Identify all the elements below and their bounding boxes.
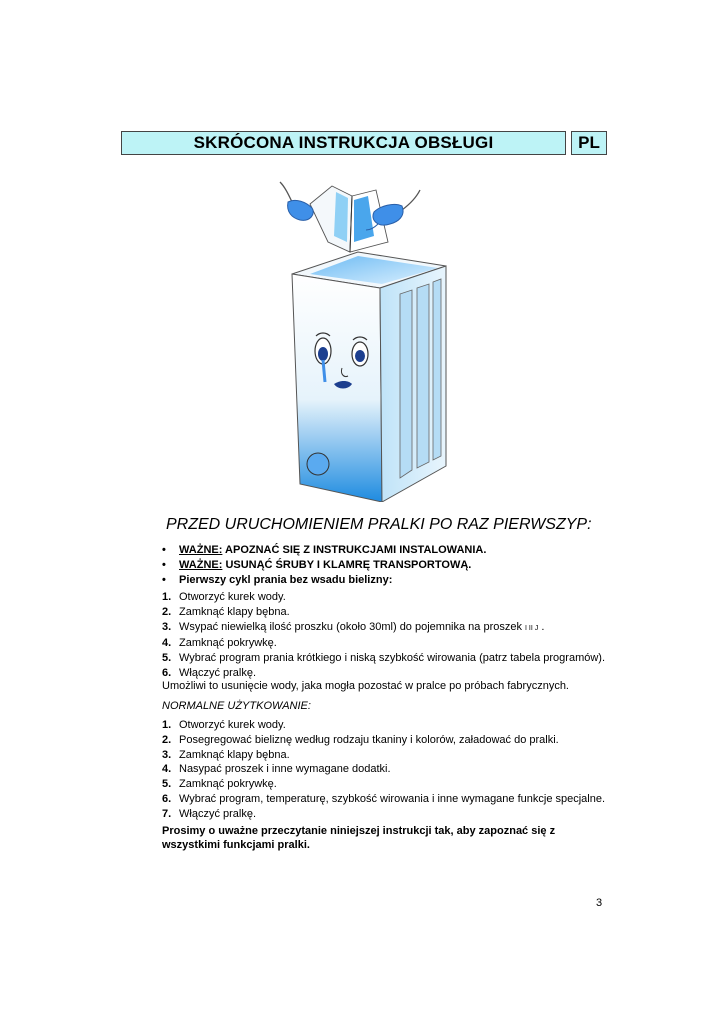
bullet-text: USUNĄĆ ŚRUBY I KLAMRĘ TRANSPORTOWĄ. [222,558,472,571]
step-number: 6. [162,666,172,679]
step-number: 4. [162,763,172,776]
step-item [162,777,605,792]
step-text: Wsypać niewielką ilość proszku (około 30ml) do pojemnika na proszek [179,620,522,633]
step-number: 2. [162,733,172,746]
step-text: Wybrać program, temperaturę, szybkość wirowania i inne wymagane funkcje specjalne. [179,792,606,805]
step-number: 3. [162,620,172,633]
step-text: Zamknąć pokrywkę. [179,778,277,791]
language-badge: PL [571,131,607,155]
step-text: Otworzyć kurek wody. [179,719,286,731]
bullet-text: Pierwszy cykl prania bez wsadu bielizny: [179,573,393,586]
step-number: 1. [162,591,172,603]
step-item [162,762,605,777]
section-heading: PRZED URUCHOMIENIEM PRALKI PO RAZ PIERWSZYP: [166,516,592,533]
step-item [162,792,605,807]
step-item [162,636,605,651]
step-item [162,807,605,822]
step-number: 4. [162,637,172,650]
step-text: Posegregować bieliznę według rodzaju tkaniny i kolorów, załadować do pralki. [179,733,559,746]
bullet-item [162,558,486,573]
step-item [162,733,605,748]
step-number: 1. [162,719,172,731]
bullet-label: WAŻNE: [179,544,223,556]
step-text: Włączyć pralkę. [179,666,257,679]
step-item [162,590,605,605]
step-item [162,651,605,666]
step-item [162,748,605,763]
step-text: Zamknąć pokrywkę. [179,637,277,650]
first-cycle-steps [162,590,605,681]
step-item [162,605,605,620]
step-text: Zamknąć klapy bębna. [179,605,290,618]
step-item [162,718,605,733]
step-text: Nasypać proszek i inne wymagane dodatki. [179,763,391,776]
detergent-compartment-symbol: I II J [525,624,539,632]
closing-note: Prosimy o uważne przeczytanie niniejszej instrukcji tak, aby zapoznać się z wszystkimi funkcjami pralki. [162,825,556,851]
first-cycle-note: Umożliwi to usunięcie wody, jaka mogła pozostać w pralce po próbach fabrycznych. [162,680,569,692]
step-number: 7. [162,807,172,820]
bullet-item [162,573,486,588]
normal-use-steps [162,718,605,822]
page-number: 3 [596,897,603,909]
step-number: 5. [162,778,172,791]
step-item [162,620,605,637]
step-text: Zamknąć klapy bębna. [179,748,290,761]
step-number: 3. [162,748,172,761]
normal-use-heading: NORMALNE UŻYTKOWANIE: [162,700,311,712]
step-text: Wybrać program prania krótkiego i niską szybkość wirowania (patrz tabela programów). [179,652,606,665]
bullet-text: APOZNAĆ SIĘ Z INSTRUKCJAMI INSTALOWANIA. [222,544,487,556]
step-text: Otworzyć kurek wody. [179,591,286,603]
important-bullets [162,543,486,587]
step-text: Włączyć pralkę. [179,807,257,820]
page-title: SKRÓCONA INSTRUKCJA OBSŁUGI [121,131,566,155]
step-suffix: . [538,620,545,633]
washing-machine-illustration [270,176,455,502]
step-number: 5. [162,652,172,665]
step-number: 2. [162,605,172,618]
step-number: 6. [162,792,172,805]
bullet-label: WAŻNE: [179,558,223,571]
bullet-item [162,543,486,558]
